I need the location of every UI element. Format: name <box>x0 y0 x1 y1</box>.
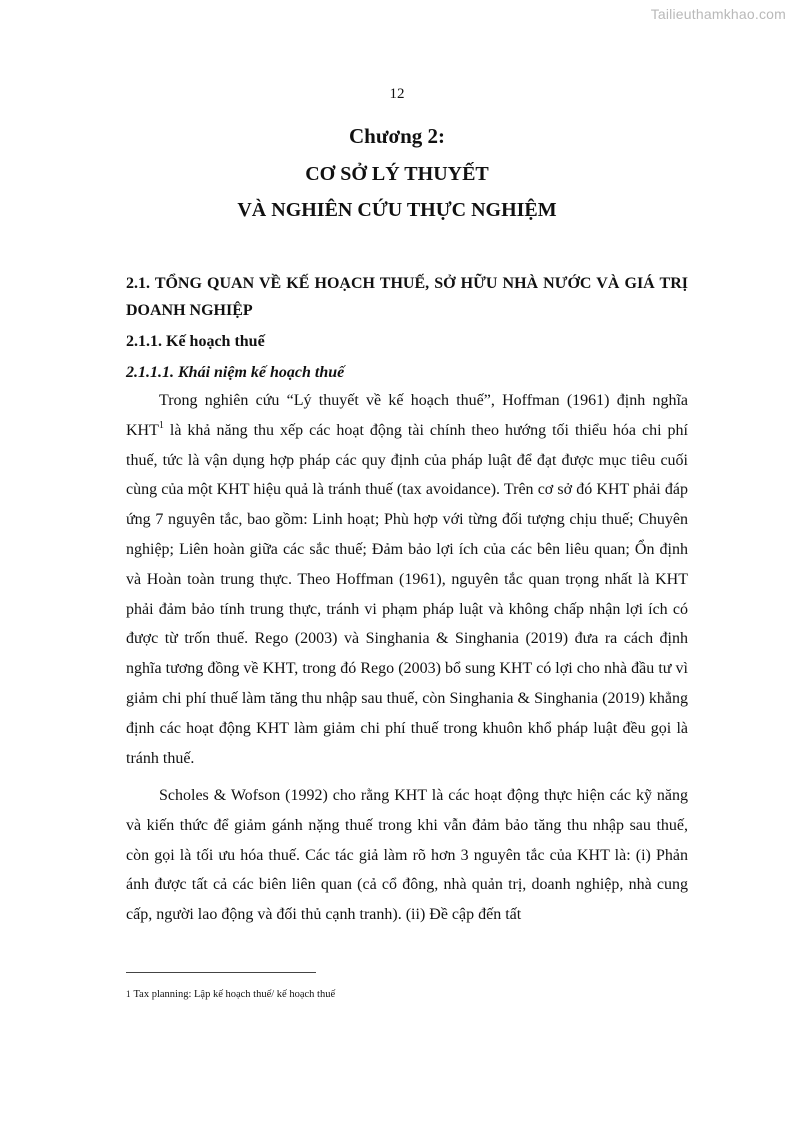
footnote-marker: 1 <box>126 989 131 999</box>
body-paragraph-1 <box>126 386 688 773</box>
footnote-text: Tax planning: Lập kế hoạch thuế/ kế hoạch thuế <box>133 989 336 1000</box>
paragraph-1-lead: Trong nghiên cứu “Lý thuyết về kế hoạch thuế”, Hoffman (1961) định nghĩa KHT <box>126 392 688 439</box>
paragraph-1-body: là khả năng thu xếp các hoạt động tài chính theo hướng tối thiểu hóa chi phí thuế, tức là vận dụng hợp pháp các quy định của pháp luật để đạt được mục tiêu cuối cùng của một KHT hiệu quả là tránh thuế (tax avoidance). Trên cơ sở đó KHT phải đáp ứng 7 nguyên tắc, bao gồm: Linh hoạt; Phù hợp với từng đối tượng chịu thuế; Chuyên nghiệp; Liên hoàn giữa các sắc thuế; Đảm bảo lợi ích của các bên liêu quan; Ổn định và Hoàn toàn trung thực. Theo Hoffman (1961), nguyên tắc quan trọng nhất là KHT phải đảm bảo tính trung thực, tránh vi phạm pháp luật và không chấp nhận lợi ích có được từ trốn thuế. Rego (2003) và Singhania & Singhania (2019) đưa ra cách định nghĩa tương đồng về KHT, trong đó Rego (2003) bổ sung KHT có lợi cho nhà đầu tư vì giảm chi phí thuế làm tăng thu nhập sau thuế, còn Singhania & Singhania (2019) khẳng định các hoạt động KHT làm giảm chi phí thuế trong khuôn khổ pháp luật đều gọi là tránh thuế. <box>126 421 688 767</box>
body-paragraph-2: Scholes & Wofson (1992) cho rằng KHT là các hoạt động thực hiện các kỹ năng và kiến thức để giảm gánh nặng thuế trong khi vẫn đảm bảo tăng thu nhập sau thuế, còn gọi là tối ưu hóa thuế. Các tác giả làm rõ hơn 3 nguyên tắc của KHT là: (i) Phản ánh được tất cả các biên liên quan (cả cổ đông, nhà quản trị, doanh nghiệp, nhà cung cấp, người lao động và đối thủ cạnh tranh). (ii) Đề cập đến tất <box>126 787 688 924</box>
chapter-title: Chương 2: <box>349 124 445 148</box>
footnote-divider <box>126 972 316 973</box>
footnote-reference[interactable]: 1 <box>158 419 164 431</box>
footnote <box>126 989 335 1000</box>
page-number: 12 <box>389 86 405 102</box>
chapter-subtitle-line2: VÀ NGHIÊN CỨU THỰC NGHIỆM <box>237 199 557 221</box>
subsubsection-heading: 2.1.1.1. Khái niệm kế hoạch thuế <box>126 364 345 381</box>
subsection-heading: 2.1.1. Kế hoạch thuế <box>126 333 265 350</box>
chapter-subtitle-line1: CƠ SỞ LÝ THUYẾT <box>305 163 489 185</box>
section-heading: 2.1. TỔNG QUAN VỀ KẾ HOẠCH THUẾ, SỞ HỮU NHÀ NƯỚC VÀ GIÁ TRỊ DOANH NGHIỆP <box>126 275 688 319</box>
watermark: Tailieuthamkhao.com <box>650 6 786 22</box>
